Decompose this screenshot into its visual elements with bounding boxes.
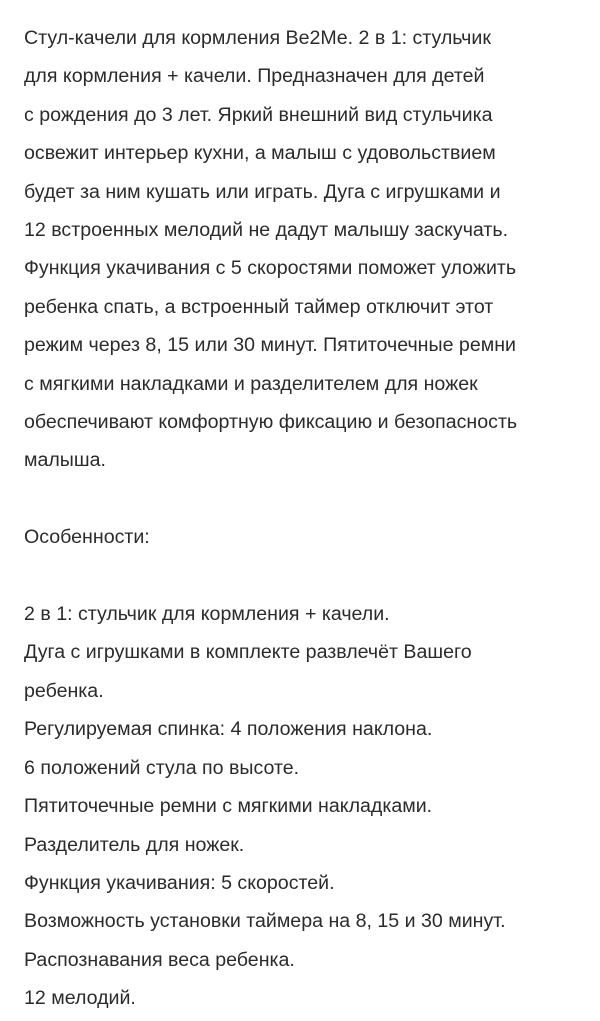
feature-item	[24, 633, 576, 710]
description-line: с рождения до 3 лет. Яркий внешний вид стульчика	[24, 103, 493, 126]
description-line: обеспечивают комфортную фиксацию и безопасность	[24, 411, 518, 434]
description-line: будет за ним кушать или играть. Дуга с игрушками и	[24, 180, 501, 203]
description-line: режим через 8, 15 или 30 минут. Пятиточечные ремни	[24, 334, 516, 357]
product-description	[24, 19, 576, 480]
description-line: с мягкими накладками и разделителем для ножек	[24, 372, 478, 395]
feature-text: 12 мелодий.	[24, 987, 136, 1010]
feature-item	[24, 941, 576, 979]
feature-text: 2 в 1: стульчик для кормления + качели.	[24, 603, 390, 626]
feature-item	[24, 595, 576, 633]
feature-text: Дуга с игрушками в комплекте развлечёт Вашего	[24, 641, 472, 664]
description-line: ребенка спать, а встроенный таймер отключит этот	[24, 295, 494, 318]
feature-text: ребенка.	[24, 679, 104, 702]
feature-item	[24, 864, 576, 902]
feature-item	[24, 979, 576, 1017]
description-line: 12 встроенных мелодий не дадут малышу заскучать.	[24, 219, 509, 242]
feature-text: 6 положений стула по высоте.	[24, 756, 300, 779]
feature-item	[24, 787, 576, 825]
feature-text: Распознавания веса ребенка.	[24, 948, 295, 971]
features-list	[24, 595, 576, 1017]
features-heading: Особенности:	[24, 526, 150, 549]
feature-text: Разделитель для ножек.	[24, 833, 245, 856]
description-line: освежит интерьер кухни, а малыш с удовольствием	[24, 142, 496, 165]
description-line: Стул-качели для кормления Be2Me. 2 в 1: стульчик	[24, 27, 491, 49]
description-line: для кормления + качели. Предназначен для детей	[24, 65, 485, 88]
feature-item	[24, 902, 576, 940]
description-line: Функция укачивания с 5 скоростями поможет уложить	[24, 257, 517, 280]
feature-text: Функция укачивания: 5 скоростей.	[24, 871, 335, 894]
description-line: малыша.	[24, 449, 106, 472]
feature-item	[24, 710, 576, 748]
feature-text: Возможность установки таймера на 8, 15 и 30 минут.	[24, 910, 506, 933]
feature-item	[24, 826, 576, 864]
feature-text: Регулируемая спинка: 4 положения наклона.	[24, 718, 433, 741]
feature-text: Пятиточечные ремни с мягкими накладками.	[24, 795, 433, 818]
feature-item	[24, 749, 576, 787]
